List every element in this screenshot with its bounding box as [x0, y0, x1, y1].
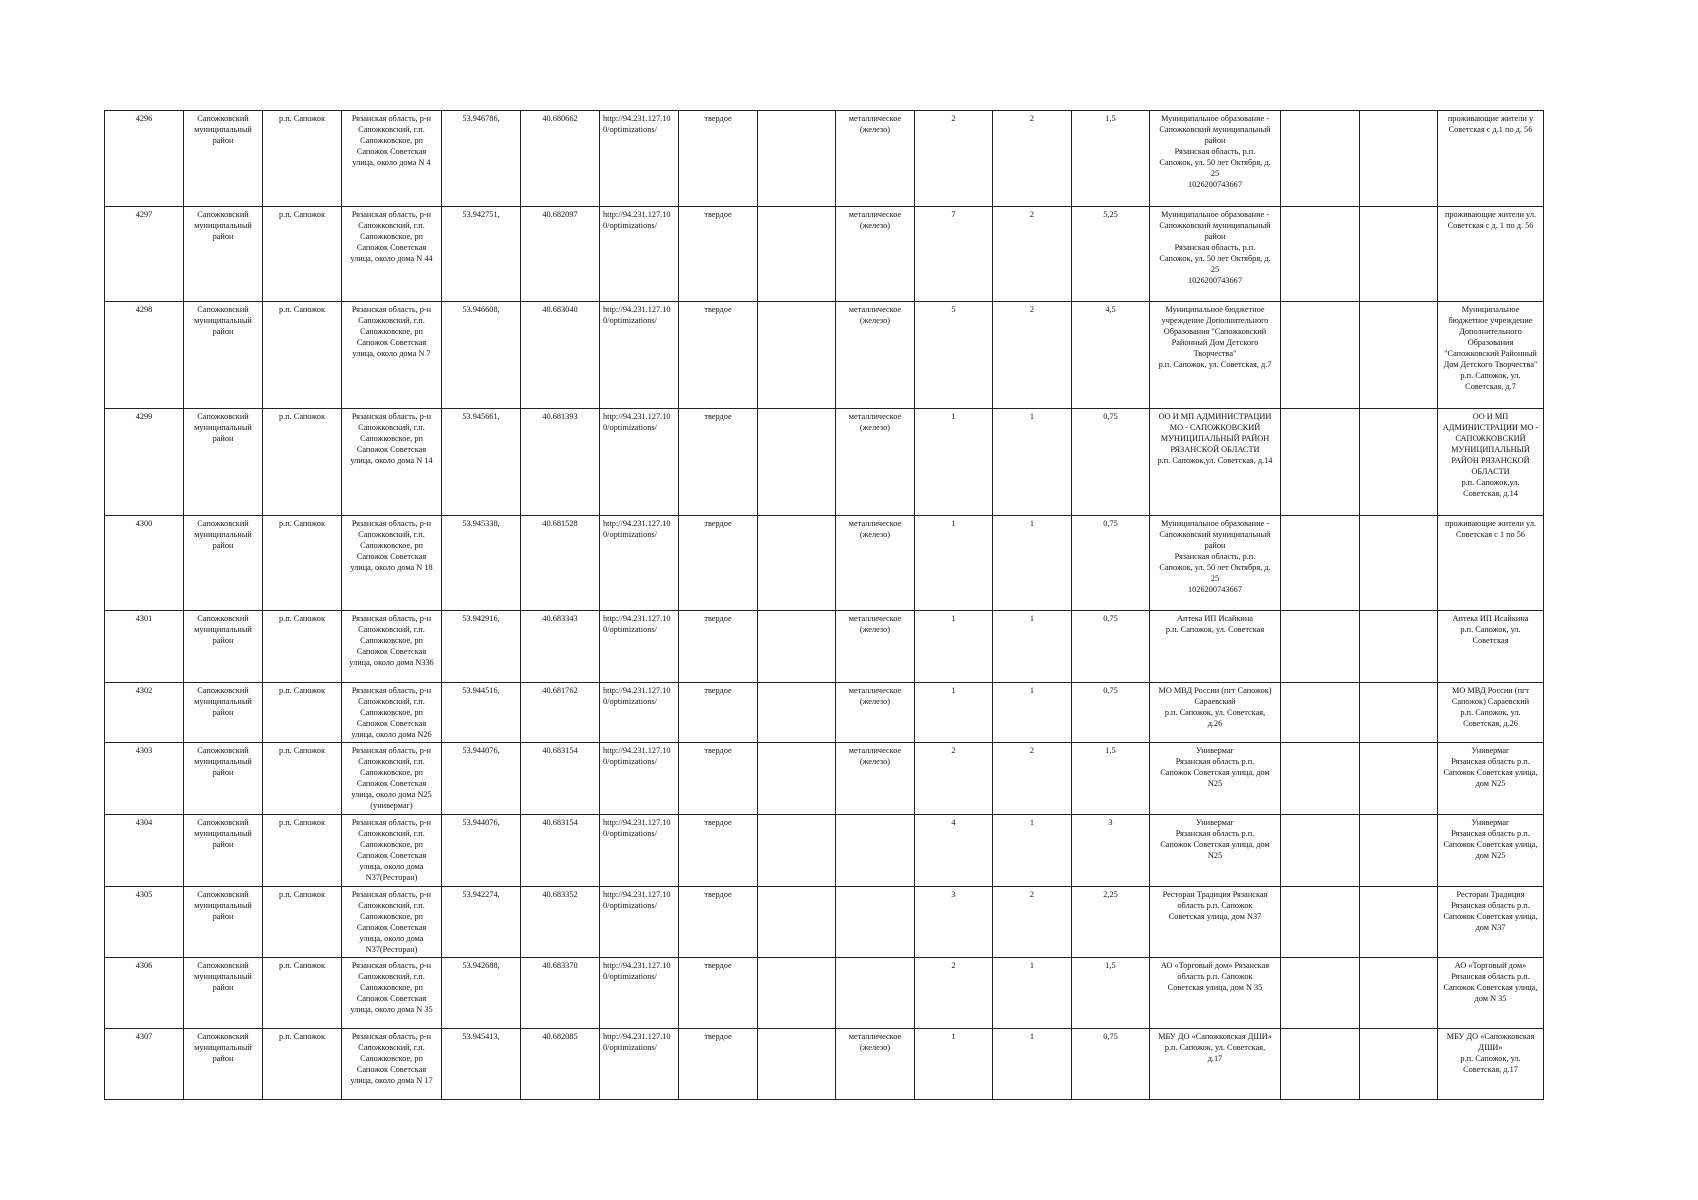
cell-district: Сапожковский муниципальный район: [184, 409, 263, 516]
cell-url: http://94.231.127.10 0/optimizations/: [600, 743, 679, 815]
cell-id: 4299: [105, 409, 184, 516]
cell-c9: [758, 743, 836, 815]
cell-n2: 1: [993, 683, 1072, 743]
cell-n1: 7: [915, 207, 993, 302]
cell-owner: МБУ ДО «Сапожковская ДШИ» р.п. Сапожок, ул. Советская, д.17: [1150, 1029, 1281, 1100]
cell-c9: [758, 207, 836, 302]
cell-address: Рязанская область, р-н Сапожковский, г.п. Сапожковское, рп Сапожок Советская улица, около дома N 14: [342, 409, 442, 516]
cell-source: МО МВД России (пгт Сапожок) Сараевский р.п. Сапожок, ул. Советская, д.26: [1438, 683, 1544, 743]
cell-district: Сапожковский муниципальный район: [184, 683, 263, 743]
cell-c16: [1281, 958, 1360, 1029]
cell-district: Сапожковский муниципальный район: [184, 887, 263, 958]
cell-c16: [1281, 887, 1360, 958]
cell-surface: твердое: [679, 111, 758, 207]
cell-c9: [758, 887, 836, 958]
cell-material: металлическое (железо): [836, 743, 915, 815]
cell-n3: 0,75: [1072, 683, 1150, 743]
cell-n2: 1: [993, 958, 1072, 1029]
cell-url: http://94.231.127.10 0/optimizations/: [600, 887, 679, 958]
cell-n2: 2: [993, 111, 1072, 207]
cell-material: металлическое (железо): [836, 111, 915, 207]
cell-owner: Муниципальное образование - Сапожковский муниципальный район Рязанская область, р.п. Сапожок, ул. 50 лет Октября, д. 25 1026200743667: [1150, 207, 1281, 302]
cell-owner: Аптека ИП Исайкина р.п. Сапожок, ул. Советская: [1150, 611, 1281, 683]
cell-c16b: [1360, 111, 1438, 207]
cell-lat: 53.945413,: [442, 1029, 521, 1100]
cell-lon: 40.683154: [521, 743, 600, 815]
cell-lon: 40.683343: [521, 611, 600, 683]
cell-material: [836, 958, 915, 1029]
cell-lon: 40.683154: [521, 815, 600, 887]
cell-url: http://94.231.127.10 0/optimizations/: [600, 207, 679, 302]
cell-settlement: р.п. Сапожок: [263, 887, 342, 958]
cell-lon: 40.680662: [521, 111, 600, 207]
table-row: [105, 111, 1544, 207]
cell-url: http://94.231.127.10 0/optimizations/: [600, 111, 679, 207]
cell-surface: твердое: [679, 887, 758, 958]
cell-url: http://94.231.127.10 0/optimizations/: [600, 683, 679, 743]
cell-lon: 40.683352: [521, 887, 600, 958]
cell-id: 4300: [105, 516, 184, 611]
cell-district: Сапожковский муниципальный район: [184, 743, 263, 815]
cell-id: 4296: [105, 111, 184, 207]
cell-c9: [758, 958, 836, 1029]
cell-c16: [1281, 1029, 1360, 1100]
cell-lon: 40.683370: [521, 958, 600, 1029]
cell-owner: ОО И МП АДМИНИСТРАЦИИ МО - САПОЖКОВСКИЙ МУНИЦИПАЛЬНЫЙ РАЙОН РЯЗАНСКОЙ ОБЛАСТИ р.п. Сапожок,ул. Советская, д.14: [1150, 409, 1281, 516]
cell-c16: [1281, 743, 1360, 815]
cell-settlement: р.п. Сапожок: [263, 409, 342, 516]
cell-url: http://94.231.127.10 0/optimizations/: [600, 1029, 679, 1100]
cell-url: http://94.231.127.10 0/optimizations/: [600, 302, 679, 409]
cell-n1: 5: [915, 302, 993, 409]
cell-id: 4297: [105, 207, 184, 302]
cell-source: ОО И МП АДМИНИСТРАЦИИ МО - САПОЖКОВСКИЙ МУНИЦИПАЛЬНЫЙ РАЙОН РЯЗАНСКОЙ ОБЛАСТИ р.п. Сапожок,ул. Советская, д.14: [1438, 409, 1544, 516]
cell-settlement: р.п. Сапожок: [263, 611, 342, 683]
cell-address: Рязанская область, р-н Сапожковский, г.п. Сапожковское, рп Сапожок Советская улица, около дома N26: [342, 683, 442, 743]
cell-c16b: [1360, 1029, 1438, 1100]
cell-n3: 2,25: [1072, 887, 1150, 958]
cell-n2: 2: [993, 207, 1072, 302]
cell-address: Рязанская область, р-н Сапожковский, г.п. Сапожковское, рп Сапожок Советская улица, около дома N 35: [342, 958, 442, 1029]
cell-n1: 3: [915, 887, 993, 958]
cell-c16: [1281, 815, 1360, 887]
table-row: [105, 815, 1544, 887]
cell-n3: 1,5: [1072, 743, 1150, 815]
cell-c16b: [1360, 958, 1438, 1029]
cell-source: Универмаг Рязанская область р.п. Сапожок Советская улица, дом N25: [1438, 743, 1544, 815]
cell-surface: твердое: [679, 683, 758, 743]
cell-c16: [1281, 611, 1360, 683]
cell-settlement: р.п. Сапожок: [263, 207, 342, 302]
cell-settlement: р.п. Сапожок: [263, 111, 342, 207]
cell-source: проживающие жители у Советская с д.1 по д. 56: [1438, 111, 1544, 207]
cell-district: Сапожковский муниципальный район: [184, 516, 263, 611]
cell-n1: 1: [915, 1029, 993, 1100]
cell-source: АО «Торговый дом» Рязанская область р.п. Сапожок Советская улица, дом N 35: [1438, 958, 1544, 1029]
cell-c16b: [1360, 409, 1438, 516]
cell-c9: [758, 409, 836, 516]
cell-lat: 53.942688,: [442, 958, 521, 1029]
cell-lon: 40.681393: [521, 409, 600, 516]
cell-lat: 53.945661,: [442, 409, 521, 516]
cell-c16b: [1360, 887, 1438, 958]
cell-lon: 40.682097: [521, 207, 600, 302]
cell-n2: 1: [993, 409, 1072, 516]
cell-settlement: р.п. Сапожок: [263, 815, 342, 887]
cell-c9: [758, 1029, 836, 1100]
cell-id: 4298: [105, 302, 184, 409]
cell-surface: твердое: [679, 743, 758, 815]
cell-c9: [758, 111, 836, 207]
cell-url: http://94.231.127.10 0/optimizations/: [600, 815, 679, 887]
cell-id: 4304: [105, 815, 184, 887]
cell-id: 4301: [105, 611, 184, 683]
cell-address: Рязанская область, р-н Сапожковский, г.п. Сапожковское, рп Сапожок Советская улица, около дома N 44: [342, 207, 442, 302]
cell-n2: 1: [993, 815, 1072, 887]
cell-c9: [758, 516, 836, 611]
cell-id: 4307: [105, 1029, 184, 1100]
cell-source: МБУ ДО «Сапожковская ДШИ» р.п. Сапожок, ул. Советская, д.17: [1438, 1029, 1544, 1100]
cell-surface: твердое: [679, 958, 758, 1029]
cell-lat: 53.942274,: [442, 887, 521, 958]
cell-lon: 40.682085: [521, 1029, 600, 1100]
cell-c16b: [1360, 815, 1438, 887]
cell-material: металлическое (железо): [836, 611, 915, 683]
cell-n1: 1: [915, 611, 993, 683]
cell-c16: [1281, 302, 1360, 409]
cell-url: http://94.231.127.10 0/optimizations/: [600, 409, 679, 516]
cell-material: металлическое (железо): [836, 516, 915, 611]
cell-n3: 0,75: [1072, 1029, 1150, 1100]
cell-address: Рязанская область, р-н Сапожковский, г.п. Сапожковское, рп Сапожок Советская улица, около дома N37(Ресторан): [342, 815, 442, 887]
cell-url: http://94.231.127.10 0/optimizations/: [600, 516, 679, 611]
cell-c16: [1281, 207, 1360, 302]
cell-surface: твердое: [679, 207, 758, 302]
cell-lat: 53.945338,: [442, 516, 521, 611]
cell-material: металлическое (железо): [836, 1029, 915, 1100]
cell-material: металлическое (железо): [836, 683, 915, 743]
cell-settlement: р.п. Сапожок: [263, 516, 342, 611]
cell-n2: 2: [993, 743, 1072, 815]
cell-n2: 1: [993, 1029, 1072, 1100]
cell-address: Рязанская область, р-н Сапожковский, г.п. Сапожковское, рп Сапожок Советская улица, около дома N25 (универмаг): [342, 743, 442, 815]
cell-material: металлическое (железо): [836, 409, 915, 516]
table-row: [105, 302, 1544, 409]
cell-id: 4302: [105, 683, 184, 743]
cell-n2: 1: [993, 516, 1072, 611]
cell-settlement: р.п. Сапожок: [263, 1029, 342, 1100]
cell-n2: 1: [993, 611, 1072, 683]
cell-c16b: [1360, 516, 1438, 611]
cell-n1: 1: [915, 516, 993, 611]
cell-c16: [1281, 683, 1360, 743]
cell-district: Сапожковский муниципальный район: [184, 207, 263, 302]
cell-surface: твердое: [679, 611, 758, 683]
cell-n3: 1,5: [1072, 111, 1150, 207]
cell-id: 4303: [105, 743, 184, 815]
cell-url: http://94.231.127.10 0/optimizations/: [600, 611, 679, 683]
table-row: [105, 743, 1544, 815]
cell-surface: твердое: [679, 516, 758, 611]
cell-c16b: [1360, 207, 1438, 302]
cell-district: Сапожковский муниципальный район: [184, 611, 263, 683]
cell-lon: 40.681762: [521, 683, 600, 743]
cell-owner: АО «Торговый дом» Рязанская область р.п. Сапожок Советская улица, дом N 35: [1150, 958, 1281, 1029]
cell-settlement: р.п. Сапожок: [263, 302, 342, 409]
cell-c9: [758, 302, 836, 409]
cell-surface: твердое: [679, 409, 758, 516]
cell-district: Сапожковский муниципальный район: [184, 815, 263, 887]
table-row: [105, 516, 1544, 611]
cell-c16b: [1360, 302, 1438, 409]
cell-c9: [758, 815, 836, 887]
cell-n3: 3: [1072, 815, 1150, 887]
cell-material: металлическое (железо): [836, 207, 915, 302]
cell-lat: 53.946608,: [442, 302, 521, 409]
cell-n3: 1,5: [1072, 958, 1150, 1029]
cell-url: http://94.231.127.10 0/optimizations/: [600, 958, 679, 1029]
cell-c9: [758, 683, 836, 743]
cell-source: проживающие жители ул. Советская с 1 по 56: [1438, 516, 1544, 611]
cell-lat: 53.944076,: [442, 743, 521, 815]
cell-district: Сапожковский муниципальный район: [184, 111, 263, 207]
cell-c16: [1281, 111, 1360, 207]
cell-address: Рязанская область, р-н Сапожковский, г.п. Сапожковское, рп Сапожок Советская улица, около дома N 4: [342, 111, 442, 207]
cell-c16b: [1360, 683, 1438, 743]
cell-source: Аптека ИП Исайкина р.п. Сапожок, ул. Советская: [1438, 611, 1544, 683]
cell-id: 4306: [105, 958, 184, 1029]
cell-address: Рязанская область, р-н Сапожковский, г.п. Сапожковское, рп Сапожок Советская улица, около дома N 7: [342, 302, 442, 409]
cell-lat: 53.942751,: [442, 207, 521, 302]
cell-owner: Универмаг Рязанская область р.п. Сапожок Советская улица, дом N25: [1150, 743, 1281, 815]
cell-source: Ресторан Традиция Рязанская область р.п. Сапожок Советская улица, дом N37: [1438, 887, 1544, 958]
cell-settlement: р.п. Сапожок: [263, 958, 342, 1029]
cell-owner: Муниципальное образование - Сапожковский муниципальный район Рязанская область, р.п. Сапожок, ул. 50 лет Октября, д. 25 1026200743667: [1150, 516, 1281, 611]
cell-lat: 53.942916,: [442, 611, 521, 683]
cell-owner: Ресторан Традиция Рязанская область р.п. Сапожок Советская улица, дом N37: [1150, 887, 1281, 958]
table-row: [105, 683, 1544, 743]
cell-district: Сапожковский муниципальный район: [184, 958, 263, 1029]
cell-source: проживающие жители ул. Советская с д. 1 по д. 56: [1438, 207, 1544, 302]
cell-address: Рязанская область, р-н Сапожковский, г.п. Сапожковское, рп Сапожок Советская улица, около дома N 17: [342, 1029, 442, 1100]
cell-source: Универмаг Рязанская область р.п. Сапожок Советская улица, дом N25: [1438, 815, 1544, 887]
cell-lon: 40.681528: [521, 516, 600, 611]
cell-c16b: [1360, 611, 1438, 683]
cell-n3: 0,75: [1072, 611, 1150, 683]
cell-surface: твердое: [679, 815, 758, 887]
cell-n1: 2: [915, 111, 993, 207]
cell-n2: 2: [993, 302, 1072, 409]
cell-settlement: р.п. Сапожок: [263, 743, 342, 815]
table-row: [105, 1029, 1544, 1100]
cell-address: Рязанская область, р-н Сапожковский, г.п. Сапожковское, рп Сапожок Советская улица, около дома N 18: [342, 516, 442, 611]
cell-lat: 53.944516,: [442, 683, 521, 743]
cell-material: [836, 815, 915, 887]
cell-lat: 53.946786,: [442, 111, 521, 207]
cell-lon: 40.683040: [521, 302, 600, 409]
cell-owner: Муниципальное бюджетное учреждение Дополнительного Образования "Сапожковский Районный Дом Детского Творчества" р.п. Сапожок, ул. Советская, д.7: [1150, 302, 1281, 409]
cell-n1: 1: [915, 409, 993, 516]
cell-n2: 2: [993, 887, 1072, 958]
registry-table: [104, 110, 1544, 1100]
cell-id: 4305: [105, 887, 184, 958]
cell-material: металлическое (железо): [836, 302, 915, 409]
cell-district: Сапожковский муниципальный район: [184, 302, 263, 409]
cell-c16: [1281, 409, 1360, 516]
cell-settlement: р.п. Сапожок: [263, 683, 342, 743]
table-row: [105, 409, 1544, 516]
cell-address: Рязанская область, р-н Сапожковский, г.п. Сапожковское, рп Сапожок Советская улица, около дома N336: [342, 611, 442, 683]
cell-n3: 0,75: [1072, 409, 1150, 516]
cell-district: Сапожковский муниципальный район: [184, 1029, 263, 1100]
table-row: [105, 207, 1544, 302]
cell-n3: 5,25: [1072, 207, 1150, 302]
cell-source: Муниципальное бюджетное учреждение Дополнительного Образования "Сапожковский Районный Дом Детского Творчества" р.п. Сапожок, ул. Советская, д.7: [1438, 302, 1544, 409]
cell-c9: [758, 611, 836, 683]
table-row: [105, 887, 1544, 958]
cell-n1: 4: [915, 815, 993, 887]
cell-owner: МО МВД России (пгт Сапожок) Сараевский р.п. Сапожок, ул. Советская, д.26: [1150, 683, 1281, 743]
cell-address: Рязанская область, р-н Сапожковский, г.п. Сапожковское, рп Сапожок Советская улица, около дома N37(Ресторан): [342, 887, 442, 958]
cell-surface: твердое: [679, 302, 758, 409]
cell-n1: 1: [915, 683, 993, 743]
cell-lat: 53.944076,: [442, 815, 521, 887]
cell-surface: твердое: [679, 1029, 758, 1100]
cell-material: [836, 887, 915, 958]
cell-owner: Универмаг Рязанская область р.п. Сапожок Советская улица, дом N25: [1150, 815, 1281, 887]
cell-owner: Муниципальное образование - Сапожковский муниципальный район Рязанская область, р.п. Сапожок, ул. 50 лет Октября, д. 25 1026200743667: [1150, 111, 1281, 207]
cell-n3: 4,5: [1072, 302, 1150, 409]
cell-c16: [1281, 516, 1360, 611]
cell-n1: 2: [915, 743, 993, 815]
cell-c16b: [1360, 743, 1438, 815]
cell-n1: 2: [915, 958, 993, 1029]
cell-n3: 0,75: [1072, 516, 1150, 611]
table-row: [105, 611, 1544, 683]
table-row: [105, 958, 1544, 1029]
